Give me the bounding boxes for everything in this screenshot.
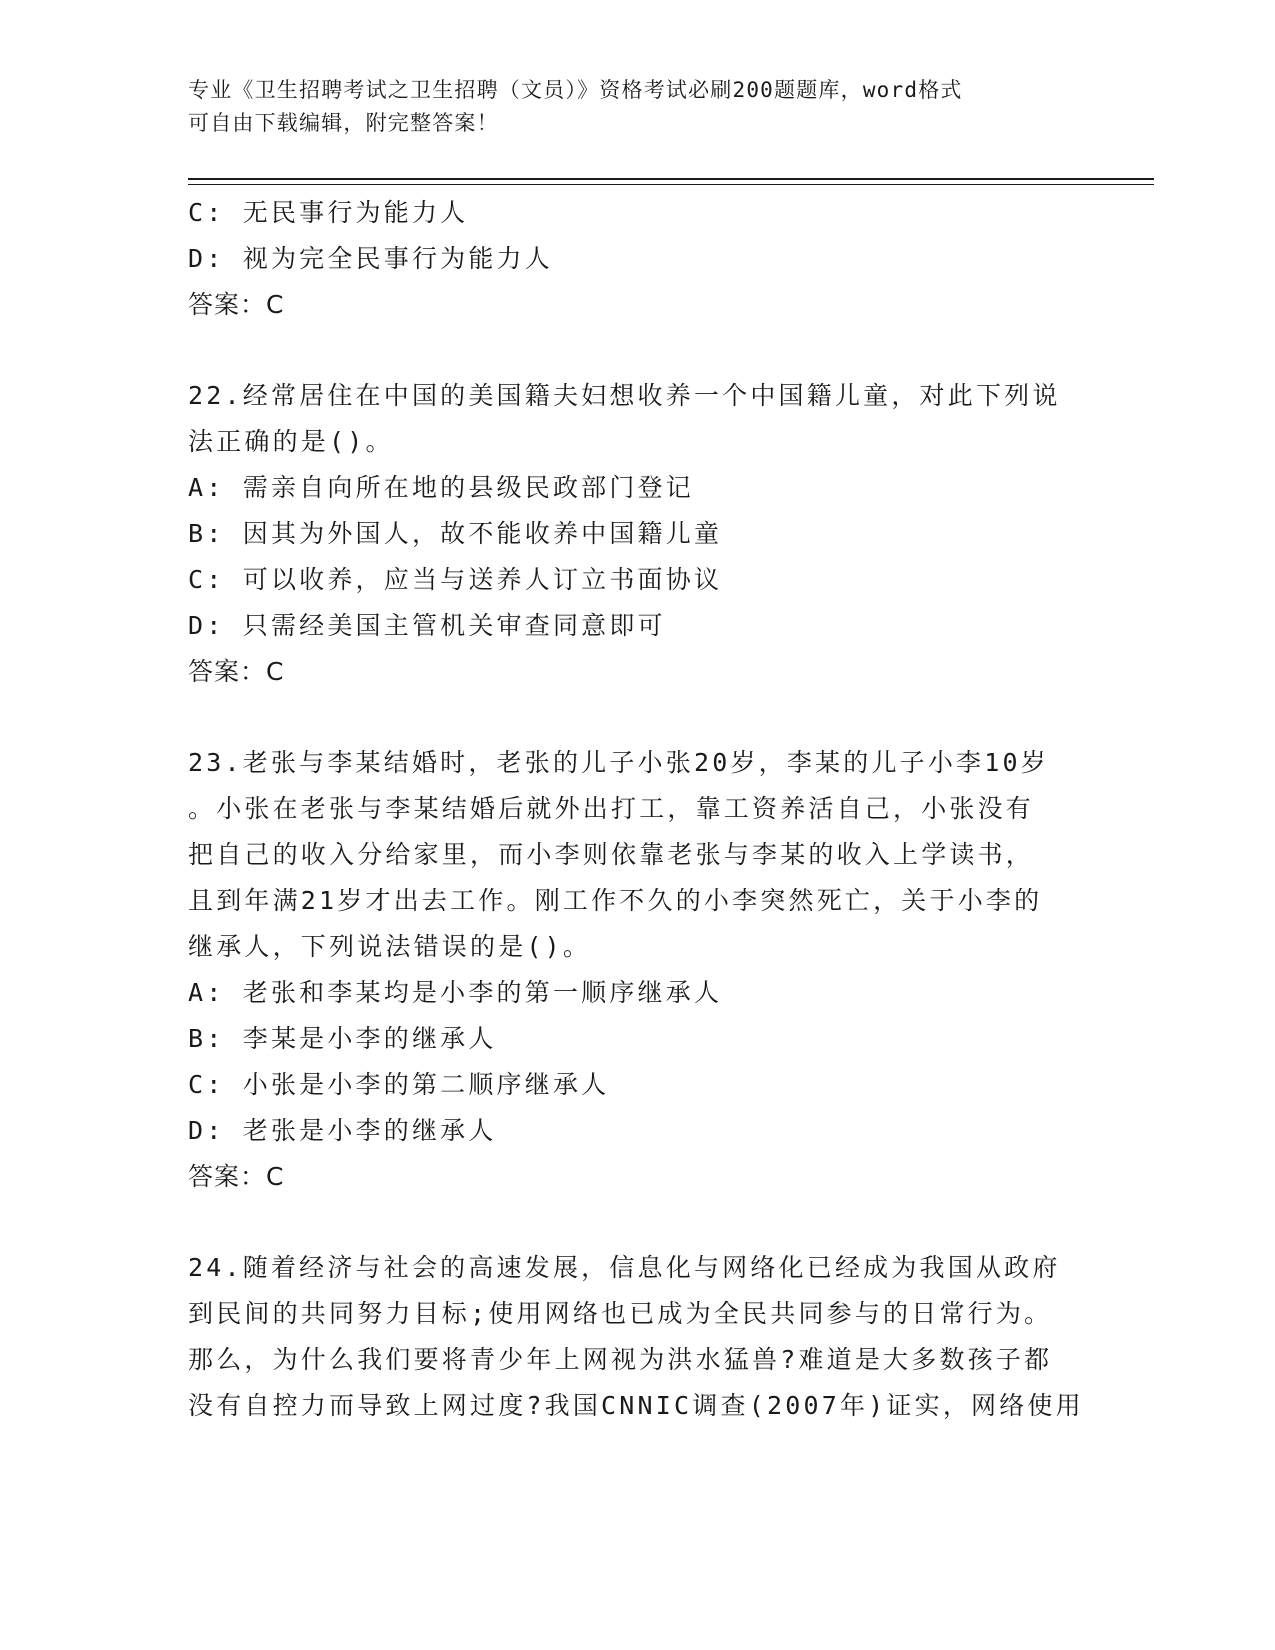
option-a: A: 老张和李某均是小李的第一顺序继承人	[188, 978, 723, 1007]
question-22	[188, 373, 1088, 695]
question-stem: 法正确的是()。	[188, 427, 394, 456]
question-stem: 把自己的收入分给家里，而小李则依靠老张与李某的收入上学读书，	[188, 840, 1035, 869]
answer-label: 答案：C	[188, 1162, 285, 1191]
header-rule-thin	[188, 184, 1154, 185]
header-line-2: 可自由下载编辑，附完整答案！	[188, 111, 499, 135]
header-line-1: 专业《卫生招聘考试之卫生招聘（文员）》资格考试必刷200题题库，word格式	[188, 78, 963, 102]
question-stem: 到民间的共同努力目标;使用网络也已成为全民共同参与的日常行为。	[188, 1299, 1053, 1328]
page-header	[188, 74, 1088, 140]
question-stem: 继承人，下列说法错误的是()。	[188, 932, 592, 961]
option-c: C: 小张是小李的第二顺序继承人	[188, 1070, 610, 1099]
answer-label: 答案：C	[188, 657, 285, 686]
question-stem: 23.老张与李某结婚时，老张的儿子小张20岁，李某的儿子小李10岁	[188, 748, 1049, 777]
option-d: D: 只需经美国主管机关审查同意即可	[188, 611, 666, 640]
question-stem: 且到年满21岁才出去工作。刚工作不久的小李突然死亡，关于小李的	[188, 886, 1043, 915]
question-content	[188, 190, 1088, 1429]
question-23	[188, 740, 1088, 1200]
question-24	[188, 1245, 1088, 1429]
option-c: C: 无民事行为能力人	[188, 198, 469, 227]
option-d: D: 视为完全民事行为能力人	[188, 244, 553, 273]
option-c: C: 可以收养，应当与送养人订立书面协议	[188, 565, 723, 594]
option-a: A: 需亲自向所在地的县级民政部门登记	[188, 473, 694, 502]
question-stem: 没有自控力而导致上网过度?我国CNNIC调查(2007年)证实，网络使用	[188, 1391, 1084, 1420]
question-21-continued	[188, 190, 1088, 328]
option-b: B: 因其为外国人，故不能收养中国籍儿童	[188, 519, 723, 548]
option-d: D: 老张是小李的继承人	[188, 1116, 497, 1145]
header-rule-thick	[188, 178, 1154, 180]
option-b: B: 李某是小李的继承人	[188, 1024, 497, 1053]
question-stem: 。小张在老张与李某结婚后就外出打工，靠工资养活自己，小张没有	[188, 794, 1035, 823]
question-stem: 22.经常居住在中国的美国籍夫妇想收养一个中国籍儿童，对此下列说	[188, 381, 1061, 410]
question-stem: 24.随着经济与社会的高速发展，信息化与网络化已经成为我国从政府	[188, 1253, 1061, 1282]
question-stem: 那么，为什么我们要将青少年上网视为洪水猛兽?难道是大多数孩子都	[188, 1345, 1053, 1374]
answer-label: 答案：C	[188, 290, 285, 319]
